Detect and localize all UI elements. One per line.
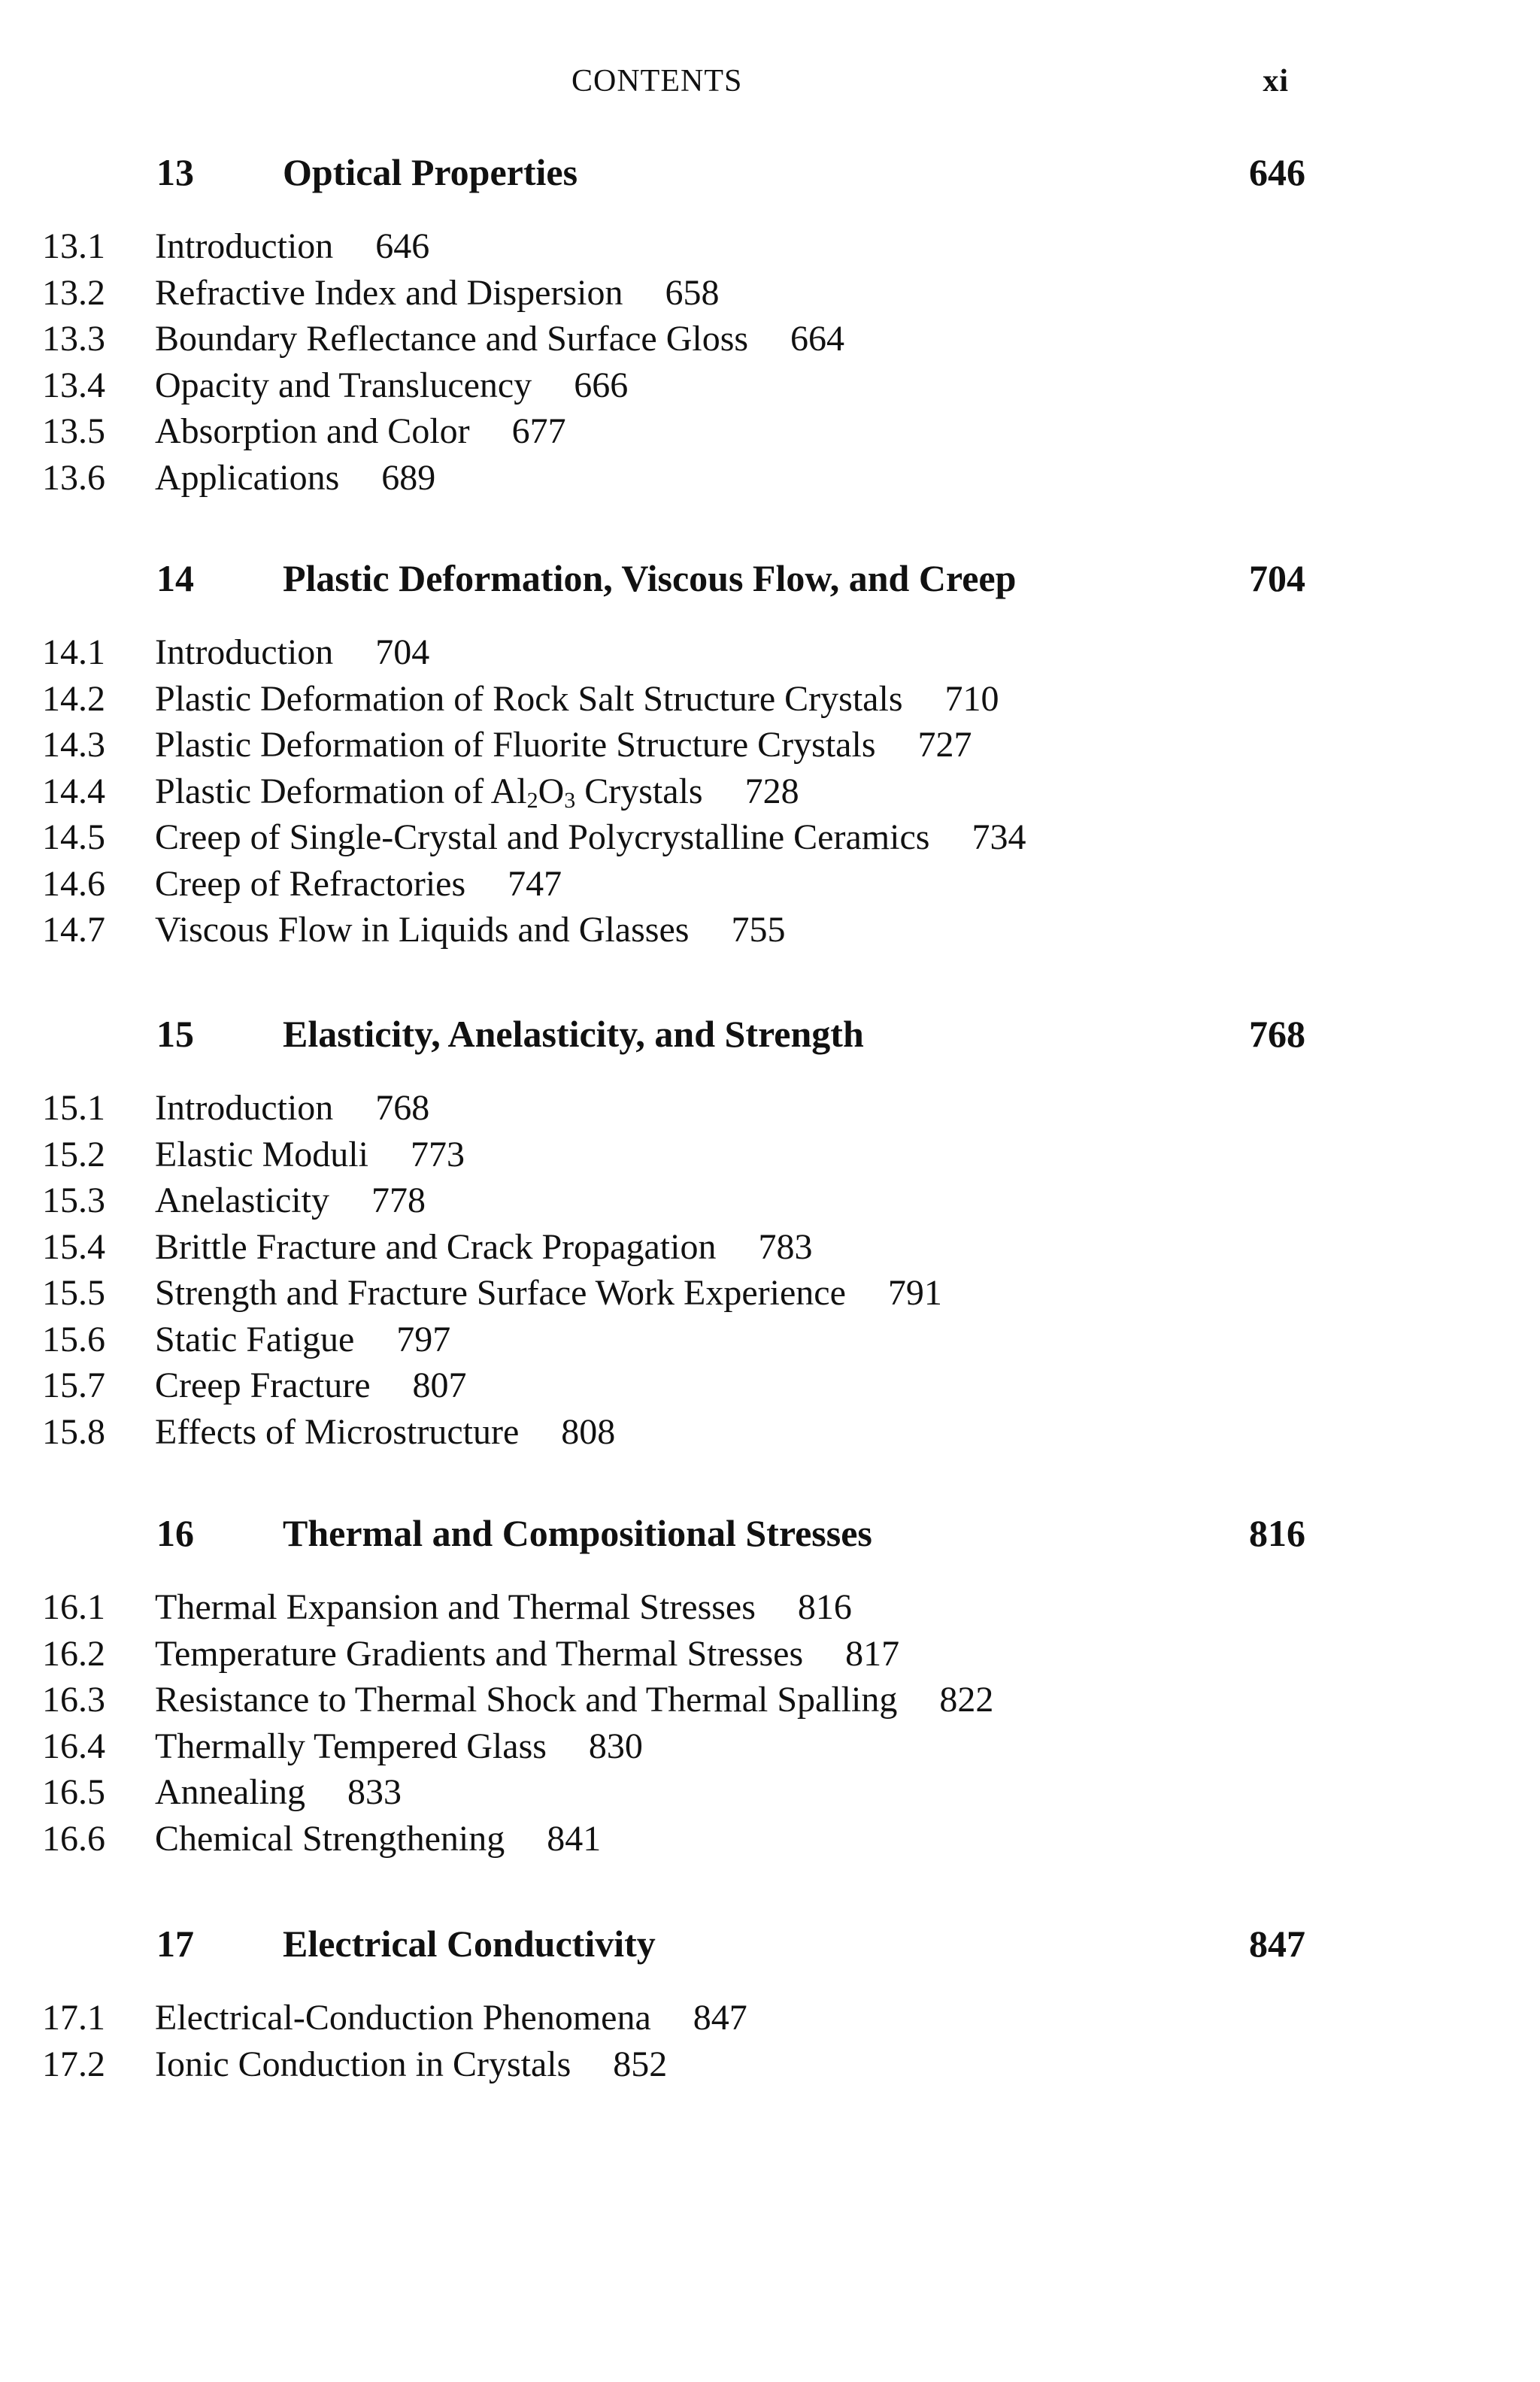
section-list — [42, 1997, 1305, 2090]
section-page: 808 — [561, 1411, 616, 1452]
toc-entry — [42, 724, 1305, 771]
chapter-heading — [42, 1922, 1305, 1967]
toc-entry — [42, 365, 1305, 411]
section-list — [42, 1087, 1305, 1457]
section-title: Electrical-Conduction Phenomena — [155, 1998, 651, 2038]
section-title: Plastic Deformation of $Al_2O_3$ Crystals — [155, 771, 703, 813]
section-number: 15.2 — [42, 1134, 105, 1174]
section-title: Opacity and Translucency — [155, 365, 532, 405]
section-title: Brittle Fracture and Crack Propagation — [155, 1226, 717, 1267]
section-page: 817 — [845, 1633, 900, 1674]
section-title: Viscous Flow in Liquids and Glasses — [155, 910, 690, 950]
toc-entry — [42, 1679, 1305, 1726]
toc-entry — [42, 632, 1305, 678]
chapter-number: 13 — [156, 151, 194, 193]
section-title: Static Fatigue — [155, 1319, 355, 1359]
toc-entry — [42, 1771, 1305, 1818]
toc-entry — [42, 1365, 1305, 1411]
section-title: Thermally Tempered Glass — [155, 1726, 547, 1766]
section-number: 14.3 — [42, 725, 105, 765]
section-page: 830 — [588, 1726, 643, 1766]
section-page: 816 — [797, 1587, 852, 1627]
section-number: 15.4 — [42, 1226, 105, 1267]
section-title: Refractive Index and Dispersion — [155, 272, 623, 313]
section-number: 16.6 — [42, 1818, 105, 1859]
toc-entry — [42, 1134, 1305, 1180]
chapter-title: Plastic Deformation, Viscous Flow, and Creep — [283, 557, 1017, 599]
section-title: Effects of Microstructure — [155, 1411, 520, 1452]
section-title: Introduction — [155, 226, 334, 266]
section-title: Plastic Deformation of Rock Salt Structure Crystals — [155, 678, 903, 719]
section-number: 14.6 — [42, 863, 105, 904]
section-number: 13.5 — [42, 411, 105, 451]
toc-entry — [42, 817, 1305, 863]
section-page: 710 — [944, 678, 999, 719]
section-title: Plastic Deformation of Fluorite Structure Crystals — [155, 725, 876, 765]
chapter-13 — [42, 150, 1305, 503]
section-title: Resistance to Thermal Shock and Thermal Spalling — [155, 1680, 898, 1720]
section-page: 734 — [972, 817, 1026, 857]
section-title: Thermal Expansion and Thermal Stresses — [155, 1587, 756, 1627]
toc-entry — [42, 1272, 1305, 1319]
section-title: Ionic Conduction in Crystals — [155, 2044, 571, 2084]
section-page: 704 — [375, 632, 430, 672]
chapter-heading — [42, 150, 1305, 195]
section-number: 16.3 — [42, 1680, 105, 1720]
section-list — [42, 1586, 1305, 1864]
section-page: 646 — [375, 226, 430, 266]
chapter-14 — [42, 556, 1305, 956]
section-page: 666 — [574, 365, 629, 405]
chapter-page: 704 — [1249, 557, 1305, 599]
toc-entry — [42, 1226, 1305, 1273]
section-number: 16.2 — [42, 1633, 105, 1674]
section-title: Strength and Fracture Surface Work Experience — [155, 1273, 846, 1313]
section-number: 13.6 — [42, 457, 105, 498]
section-title: Creep Fracture — [155, 1365, 371, 1405]
section-page: 778 — [371, 1180, 426, 1220]
section-page: 689 — [381, 457, 436, 498]
section-number: 15.3 — [42, 1180, 105, 1220]
toc-entry — [42, 1319, 1305, 1365]
toc-entry — [42, 318, 1305, 365]
section-number: 15.5 — [42, 1273, 105, 1313]
section-page: 841 — [547, 1818, 602, 1859]
section-number: 16.5 — [42, 1772, 105, 1812]
chapter-page: 816 — [1249, 1512, 1305, 1554]
section-title: Elastic Moduli — [155, 1134, 368, 1174]
toc-entry — [42, 1633, 1305, 1680]
section-page: 747 — [508, 863, 562, 904]
page-folio: xi — [1263, 64, 1289, 98]
section-title: Applications — [155, 457, 340, 498]
chapter-title: Optical Properties — [283, 151, 578, 193]
toc-entry — [42, 226, 1305, 272]
section-number: 14.5 — [42, 817, 105, 857]
chapter-17 — [42, 1922, 1305, 2090]
chapter-title: Electrical Conductivity — [283, 1923, 656, 1965]
toc-entry — [42, 1411, 1305, 1458]
chapter-heading — [42, 1012, 1305, 1057]
section-number: 17.1 — [42, 1998, 105, 2038]
toc-entry — [42, 1818, 1305, 1865]
section-number: 14.4 — [42, 771, 105, 811]
toc-entry — [42, 771, 1305, 817]
section-title: Absorption and Color — [155, 411, 470, 451]
chapter-number: 15 — [156, 1013, 194, 1055]
section-page: 783 — [758, 1226, 813, 1267]
section-title: Introduction — [155, 632, 334, 672]
section-number: 13.1 — [42, 226, 105, 266]
section-title: Temperature Gradients and Thermal Stresses — [155, 1633, 804, 1674]
toc-entry — [42, 1726, 1305, 1772]
toc-entry — [42, 909, 1305, 956]
chapter-page: 646 — [1249, 151, 1305, 193]
toc-entry — [42, 1586, 1305, 1633]
toc-entry — [42, 1180, 1305, 1226]
chapter-15 — [42, 1012, 1305, 1457]
section-number: 14.1 — [42, 632, 105, 672]
section-number: 13.4 — [42, 365, 105, 405]
section-page: 773 — [410, 1134, 465, 1174]
running-head — [0, 63, 1540, 108]
toc-entry — [42, 1997, 1305, 2044]
section-number: 14.2 — [42, 678, 105, 719]
section-page: 664 — [790, 319, 845, 359]
chapter-title: Thermal and Compositional Stresses — [283, 1512, 872, 1554]
section-list — [42, 226, 1305, 503]
section-page: 677 — [511, 411, 566, 451]
chapter-heading — [42, 1511, 1305, 1556]
section-list — [42, 632, 1305, 956]
section-page: 833 — [347, 1772, 402, 1812]
section-page: 852 — [613, 2044, 668, 2084]
chapter-title: Elasticity, Anelasticity, and Strength — [283, 1013, 864, 1055]
section-number: 16.1 — [42, 1587, 105, 1627]
section-page: 797 — [396, 1319, 451, 1359]
section-title: Creep of Refractories — [155, 863, 466, 904]
section-page: 727 — [917, 725, 972, 765]
chapter-16 — [42, 1511, 1305, 1864]
chapter-page: 847 — [1249, 1923, 1305, 1965]
toc-entry — [42, 272, 1305, 319]
section-number: 15.8 — [42, 1411, 105, 1452]
toc-entry — [42, 411, 1305, 457]
toc-entry — [42, 678, 1305, 725]
section-page: 755 — [731, 910, 786, 950]
chapter-number: 17 — [156, 1923, 194, 1965]
running-head-title: CONTENTS — [571, 64, 743, 98]
chapter-heading — [42, 556, 1305, 602]
toc-entry — [42, 2044, 1305, 2090]
section-number: 13.3 — [42, 319, 105, 359]
section-page: 847 — [693, 1998, 747, 2038]
section-number: 16.4 — [42, 1726, 105, 1766]
section-number: 15.6 — [42, 1319, 105, 1359]
section-page: 791 — [887, 1273, 942, 1313]
section-number: 13.2 — [42, 272, 105, 313]
chapter-number: 14 — [156, 557, 194, 599]
section-number: 17.2 — [42, 2044, 105, 2084]
section-page: 768 — [375, 1088, 430, 1128]
section-number: 15.7 — [42, 1365, 105, 1405]
section-title: Anelasticity — [155, 1180, 329, 1220]
chapter-page: 768 — [1249, 1013, 1305, 1055]
section-page: 658 — [665, 272, 720, 313]
section-page: 728 — [744, 771, 799, 811]
section-page: 807 — [412, 1365, 467, 1405]
section-title: Introduction — [155, 1088, 334, 1128]
section-number: 15.1 — [42, 1088, 105, 1128]
toc-entry — [42, 457, 1305, 504]
section-title: Annealing — [155, 1772, 305, 1812]
toc-entry — [42, 863, 1305, 910]
section-page: 822 — [939, 1680, 994, 1720]
chapter-number: 16 — [156, 1512, 194, 1554]
section-number: 14.7 — [42, 910, 105, 950]
section-title: Boundary Reflectance and Surface Gloss — [155, 319, 749, 359]
section-title: Creep of Single-Crystal and Polycrystalline Ceramics — [155, 817, 930, 857]
section-title: Chemical Strengthening — [155, 1818, 505, 1859]
toc-entry — [42, 1087, 1305, 1134]
